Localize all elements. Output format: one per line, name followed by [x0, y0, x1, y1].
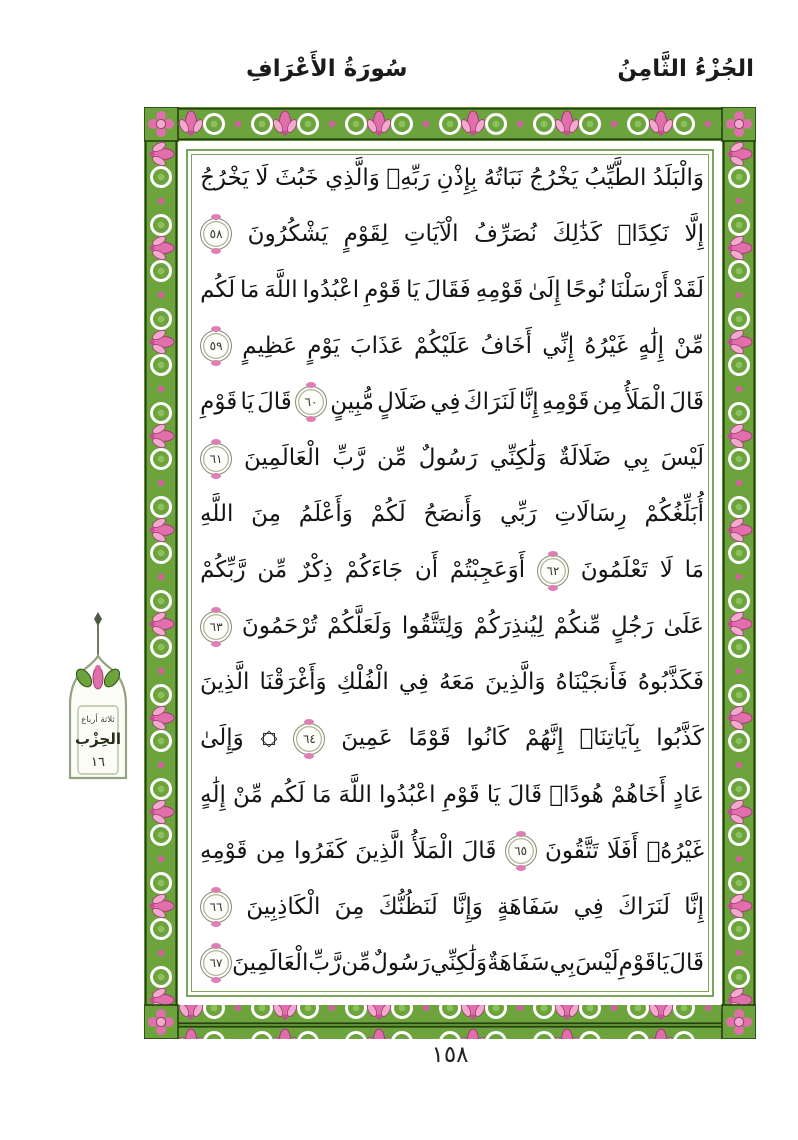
quran-word: سَفَاهَةٍ [497, 893, 560, 920]
quran-word: وَإِلَىٰ [200, 725, 244, 752]
quran-line [200, 767, 704, 823]
quran-word: رَّبِّ [308, 949, 342, 976]
quran-word: قَالَ [257, 388, 292, 415]
quran-word: عَظِيمٍ [242, 332, 298, 359]
quran-word: مِن [592, 388, 623, 415]
quran-word: الْكَاذِبِينَ [246, 893, 321, 920]
corner-flower-icon [722, 1005, 756, 1039]
quran-word: كَذَّبُوا [656, 725, 704, 752]
quran-word: مِّن [376, 445, 407, 472]
verse-number-medallion: ٦٥ [505, 835, 537, 867]
quran-word: لَنَرَاكَ [618, 893, 670, 920]
quran-word: أَن [414, 557, 439, 584]
quran-word: لَيْسَ [660, 445, 704, 472]
quran-word: اللَّهَ [264, 276, 298, 303]
quran-word: أَفَلَا [607, 837, 639, 864]
quran-word: عَلَىٰ [663, 613, 704, 640]
quran-word: وَأَنصَحُ [423, 501, 483, 528]
quran-word: أَخَافُ [480, 332, 532, 359]
quran-line [200, 374, 704, 430]
quran-word: لَكُم [269, 781, 305, 808]
quran-word: فَأَنجَيْنَاهُ [555, 669, 628, 696]
quran-word: وَلِتَتَّقُوا [401, 613, 464, 640]
quran-line [200, 935, 704, 991]
quran-word: لَا [659, 557, 673, 584]
page-number: ١٥٨ [431, 1042, 469, 1068]
quran-word: اللَّهَ [338, 781, 372, 808]
quran-word: مِن [255, 837, 286, 864]
quran-word: وَالَّذِينَ [485, 669, 546, 696]
quran-word: بِي [623, 445, 649, 472]
quran-word: وَالَّذِي [325, 164, 380, 191]
quran-word: الْمَلَأُ [625, 388, 667, 415]
quran-word: فَكَذَّبُوهُ [637, 669, 704, 696]
quran-word: يَشْكُرُونَ [247, 220, 328, 247]
quran-word: فِي [573, 893, 604, 920]
quran-word: قَوْمِهِ [200, 837, 248, 864]
quran-word: بِإِذْنِ [436, 164, 478, 191]
quran-line [200, 150, 704, 206]
quran-word: إِلَٰهٍ [638, 332, 664, 359]
quran-word: وَلَعَلَّكُمْ [327, 613, 392, 640]
quran-word: قَوْمِ [200, 388, 238, 415]
verse-number-medallion: ٦١ [200, 443, 232, 475]
quran-word: رِسَالَاتِ [554, 501, 627, 528]
hizb-marker-finial [94, 612, 102, 626]
quran-word: أُبَلِّغُكُمْ [644, 501, 704, 528]
quran-word: قَالَ [669, 949, 704, 976]
quran-word: يَوْمٍ [307, 332, 340, 359]
quran-word: إِلَٰهٍ [200, 781, 226, 808]
hizb-number-label: ١٦ [91, 755, 105, 770]
quran-line [200, 599, 704, 655]
quran-word: قَوْمِ [442, 781, 480, 808]
quran-word: نُوحًا [565, 276, 606, 303]
quran-word: إِنَّهُمْ [524, 725, 564, 752]
verse-number-medallion: ٦٤ [293, 723, 325, 755]
corner-flower-icon [144, 107, 178, 141]
verse-number-medallion: ٦٦ [200, 891, 232, 923]
verse-number-medallion: ٦٢ [537, 555, 569, 587]
quran-word: مِنَ [251, 501, 281, 528]
quran-word: يَا [240, 388, 254, 415]
quran-word: يَا [655, 949, 670, 976]
quran-word: عَلَيْكُمْ [414, 332, 471, 359]
quran-word: مَا [684, 557, 704, 584]
quran-word: وَأَغْرَقْنَا [259, 669, 327, 696]
quran-word: مِّنْ [674, 332, 704, 359]
quran-word: يَا [406, 276, 420, 303]
quran-word: مِّن [341, 949, 372, 976]
quran-word: الْعَالَمِينَ [232, 949, 309, 976]
quran-word: وَإِنَّا [451, 893, 483, 920]
quran-word: قَالَ [461, 837, 497, 864]
quran-word: لَنَرَاكَ [463, 388, 516, 415]
quran-word: بِي [549, 949, 576, 976]
verse-number-medallion: ٦٣ [200, 611, 232, 643]
quran-word: لَيْسَ [575, 949, 619, 976]
quran-line [200, 318, 704, 374]
quran-word: وَالْبَلَدُ [652, 164, 704, 191]
quran-line [200, 655, 704, 711]
quran-word: الَّذِينَ [200, 669, 250, 696]
quran-word: الْفُلْكِ [336, 669, 389, 696]
quran-word: رَّبِّ [332, 445, 365, 472]
quran-word: مِّنْ [232, 781, 263, 808]
quran-word: تُرْحَمُونَ [241, 613, 318, 640]
quran-word: عَذَابَ [350, 332, 404, 359]
quran-word: لَكُمْ [370, 501, 406, 528]
quran-word: عَمِينَ [341, 725, 393, 752]
quran-word: الْمَلَأُ [412, 837, 454, 864]
quran-word: مِّن [257, 557, 288, 584]
quran-word: أَرْسَلْنَا [610, 276, 669, 303]
quran-word: قَوْمِ [364, 276, 402, 303]
quran-word: قَالَ [669, 388, 704, 415]
quran-word: أَخَاهُمْ [610, 781, 666, 808]
quran-word: ضَلَالَةٌ [558, 445, 612, 472]
quran-word: نُصَرِّفُ [474, 220, 537, 247]
quran-word: تَتَّقُونَ [544, 837, 599, 864]
quran-word: كَذَٰلِكَ [552, 220, 602, 247]
quran-word: وَلَٰكِنِّي [430, 949, 488, 976]
quran-line [200, 487, 704, 543]
quran-word: مُّبِينٍ [330, 388, 374, 415]
surah-title: سُورَةُ الأَعْرَافِ [246, 56, 408, 82]
quran-word: ذِكْرٌ [299, 557, 333, 584]
hizb-title-label: الحِزْب [75, 730, 121, 748]
quran-word: رَبِّي [500, 501, 537, 528]
quran-word: وَلَٰكِنِّي [489, 445, 547, 472]
quran-word: رَسُولٌ [418, 445, 478, 472]
border-bottom-strip [144, 1005, 756, 1039]
quran-line [200, 262, 704, 318]
quran-word: اللَّهِ [200, 501, 234, 528]
quran-word: قَالَ [507, 781, 543, 808]
quran-word: كَانُوا [466, 725, 510, 752]
quran-word: رَبِّهِۖ [386, 164, 431, 191]
verse-number-medallion: ٥٨ [200, 218, 232, 250]
quran-line [200, 711, 704, 767]
verse-number-medallion: ٦٧ [200, 947, 232, 979]
hizb-marker [48, 610, 148, 785]
corner-flower-icon [722, 107, 756, 141]
quran-word: قَوْمِهِ [475, 276, 524, 303]
quran-word: إِنَّا [684, 893, 704, 920]
border-left-strip [144, 107, 178, 1039]
quran-word: اعْبُدُوا [378, 781, 436, 808]
quran-line [200, 543, 704, 599]
quran-word: الطَّيِّبُ [584, 164, 647, 191]
quran-word: عَادٍ [673, 781, 704, 808]
quran-line [200, 823, 704, 879]
quran-word: مَا [240, 276, 260, 303]
quran-word: رَسُولٌ [371, 949, 431, 976]
quran-word: نَبَاتُهُ [483, 164, 523, 191]
quran-word: فِي [398, 669, 430, 696]
quran-word: سَفَاهَةٌ [487, 949, 550, 976]
quran-word: قَوْمًا [408, 725, 451, 752]
quran-word: اعْبُدُوا [302, 276, 360, 303]
quran-word: خَبُثَ [275, 164, 319, 191]
quran-word: إِنَّا [518, 388, 539, 415]
quran-line [200, 879, 704, 935]
hizb-fraction-label: ثلاثة أرباع [81, 715, 115, 725]
quran-text-block [200, 150, 704, 992]
quran-word: قَوْمِ [618, 949, 656, 976]
quran-word: إِنِّي [542, 332, 575, 359]
rub-el-hizb-icon [262, 732, 276, 746]
quran-word: أَوَعَجِبْتُمْ [449, 557, 526, 584]
quran-word: مِّنكُمْ [553, 613, 602, 640]
quran-word: يَخْرُجُ [529, 164, 579, 191]
quran-word: لَقَدْ [673, 276, 704, 303]
quran-word: فَقَالَ [424, 276, 471, 303]
quran-word: قَوْمِهِ [541, 388, 590, 415]
quran-line [200, 206, 704, 262]
quran-word: لَنَظُنُّكَ [378, 893, 438, 920]
border-top-strip [144, 107, 756, 141]
border-right-strip [722, 107, 756, 1039]
quran-word: لِيُنذِرَكُمْ [473, 613, 544, 640]
quran-word: الَّذِينَ [355, 837, 405, 864]
quran-word: لِقَوْمٍ [343, 220, 389, 247]
quran-word: يَخْرُجُ [200, 164, 249, 191]
quran-word: ضَلَالٍ [377, 388, 428, 415]
quran-word: بِآيَاتِنَاۚ [579, 725, 641, 752]
quran-word: رَجُلٍ [610, 613, 654, 640]
quran-word: الْعَالَمِينَ [243, 445, 321, 472]
quran-word: هُودًاۗ [549, 781, 604, 808]
verse-number-medallion: ٦٠ [295, 386, 327, 418]
quran-word: فِي [430, 388, 461, 415]
quran-word: وَأَعْلَمُ [298, 501, 353, 528]
juz-title: الجُزْءُ الثَّامِنُ [617, 56, 754, 82]
verse-number-medallion: ٥٩ [200, 330, 232, 362]
quran-word: مِنَ [334, 893, 365, 920]
quran-word: غَيْرُهُ [584, 332, 629, 359]
quran-word: مَعَهُ [439, 669, 475, 696]
quran-word: نَكِدًاۚ [617, 220, 669, 247]
quran-word: الْآيَاتِ [403, 220, 459, 247]
quran-word: تَعْلَمُونَ [580, 557, 648, 584]
quran-word: لَا [255, 164, 269, 191]
quran-word: غَيْرُهُۚ [646, 837, 704, 864]
quran-line [200, 430, 704, 486]
quran-word: لَكُم [200, 276, 236, 303]
quran-word: إِلَّا [684, 220, 704, 247]
quran-word: رَّبِّكُمْ [200, 557, 246, 584]
quran-word: جَاءَكُمْ [344, 557, 404, 584]
quran-word: إِلَىٰ [528, 276, 561, 303]
corner-flower-icon [144, 1005, 178, 1039]
quran-word: كَفَرُوا [294, 837, 347, 864]
quran-word: يَا [486, 781, 501, 808]
quran-word: مَا [312, 781, 332, 808]
